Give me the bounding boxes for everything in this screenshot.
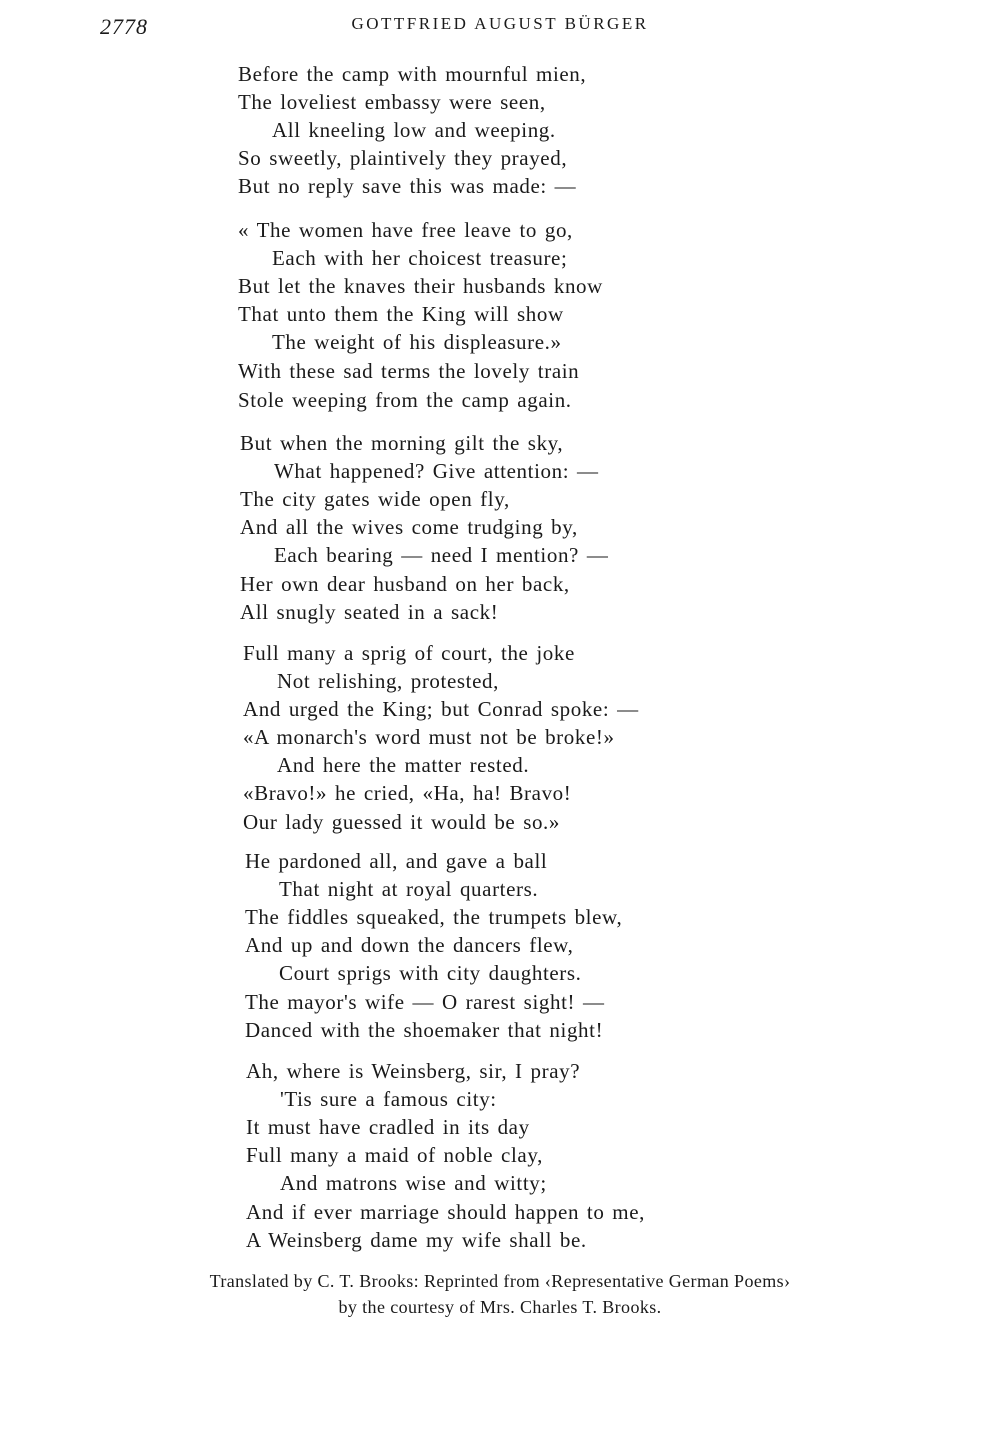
poem-line: Not relishing, protested, bbox=[277, 669, 499, 693]
poem-line: He pardoned all, and gave a ball bbox=[245, 849, 548, 873]
poem-line: All kneeling low and weeping. bbox=[272, 118, 556, 142]
credit-line-1: Translated by C. T. Brooks: Reprinted from ‹Representative German Poems› bbox=[209, 1271, 791, 1291]
poem-line: Before the camp with mournful mien, bbox=[238, 62, 587, 86]
poem-line: Stole weeping from the camp again. bbox=[238, 388, 572, 412]
credit-line-2: by the courtesy of Mrs. Charles T. Brooks. bbox=[338, 1297, 662, 1317]
poem-line: But when the morning gilt the sky, bbox=[240, 431, 564, 455]
poem-line: Full many a maid of noble clay, bbox=[246, 1143, 543, 1167]
poem-line: « The women have free leave to go, bbox=[238, 218, 573, 242]
poem-line: A Weinsberg dame my wife shall be. bbox=[246, 1228, 587, 1252]
poem-line: The fiddles squeaked, the trumpets blew, bbox=[245, 905, 623, 929]
poem-line: The weight of his displeasure.» bbox=[272, 330, 562, 354]
translation-credit bbox=[0, 1268, 1000, 1320]
poem-line: Each bearing — need I mention? — bbox=[274, 543, 609, 567]
poem-line: Her own dear husband on her back, bbox=[240, 572, 570, 596]
poem-line: All snugly seated in a sack! bbox=[240, 600, 499, 624]
poem-line: And if ever marriage should happen to me, bbox=[246, 1200, 645, 1224]
poem-line: Ah, where is Weinsberg, sir, I pray? bbox=[246, 1059, 581, 1083]
poem-line: With these sad terms the lovely train bbox=[238, 359, 580, 383]
poem-line: Court sprigs with city daughters. bbox=[279, 961, 582, 985]
poem-line: And urged the King; but Conrad spoke: — bbox=[243, 697, 639, 721]
poem-line: That night at royal quarters. bbox=[279, 877, 539, 901]
poem-line: The mayor's wife — O rarest sight! — bbox=[245, 990, 605, 1014]
poem-line: And all the wives come trudging by, bbox=[240, 515, 578, 539]
poem-line: What happened? Give attention: — bbox=[274, 459, 599, 483]
poem-line: Full many a sprig of court, the joke bbox=[243, 641, 575, 665]
poem-line: That unto them the King will show bbox=[238, 302, 564, 326]
poem-line: The city gates wide open fly, bbox=[240, 487, 510, 511]
poem-line: 'Tis sure a famous city: bbox=[280, 1087, 497, 1111]
poem-line: And here the matter rested. bbox=[277, 753, 530, 777]
poem-line: «A monarch's word must not be broke!» bbox=[243, 725, 615, 749]
poem-line: Our lady guessed it would be so.» bbox=[243, 810, 561, 834]
poem-line: Danced with the shoemaker that night! bbox=[245, 1018, 604, 1042]
poem-line: But let the knaves their husbands know bbox=[238, 274, 603, 298]
running-title: GOTTFRIED AUGUST BÜRGER bbox=[351, 14, 649, 33]
poem-line: «Bravo!» he cried, «Ha, ha! Bravo! bbox=[243, 781, 572, 805]
poem-line: The loveliest embassy were seen, bbox=[238, 90, 546, 114]
poem-line: And up and down the dancers flew, bbox=[245, 933, 574, 957]
poem-line: It must have cradled in its day bbox=[246, 1115, 530, 1139]
poem-line: Each with her choicest treasure; bbox=[272, 246, 568, 270]
poem-line: And matrons wise and witty; bbox=[280, 1171, 547, 1195]
poem-line: So sweetly, plaintively they prayed, bbox=[238, 146, 568, 170]
page-number: 2778 bbox=[100, 14, 148, 39]
poem-line: But no reply save this was made: — bbox=[238, 174, 577, 198]
